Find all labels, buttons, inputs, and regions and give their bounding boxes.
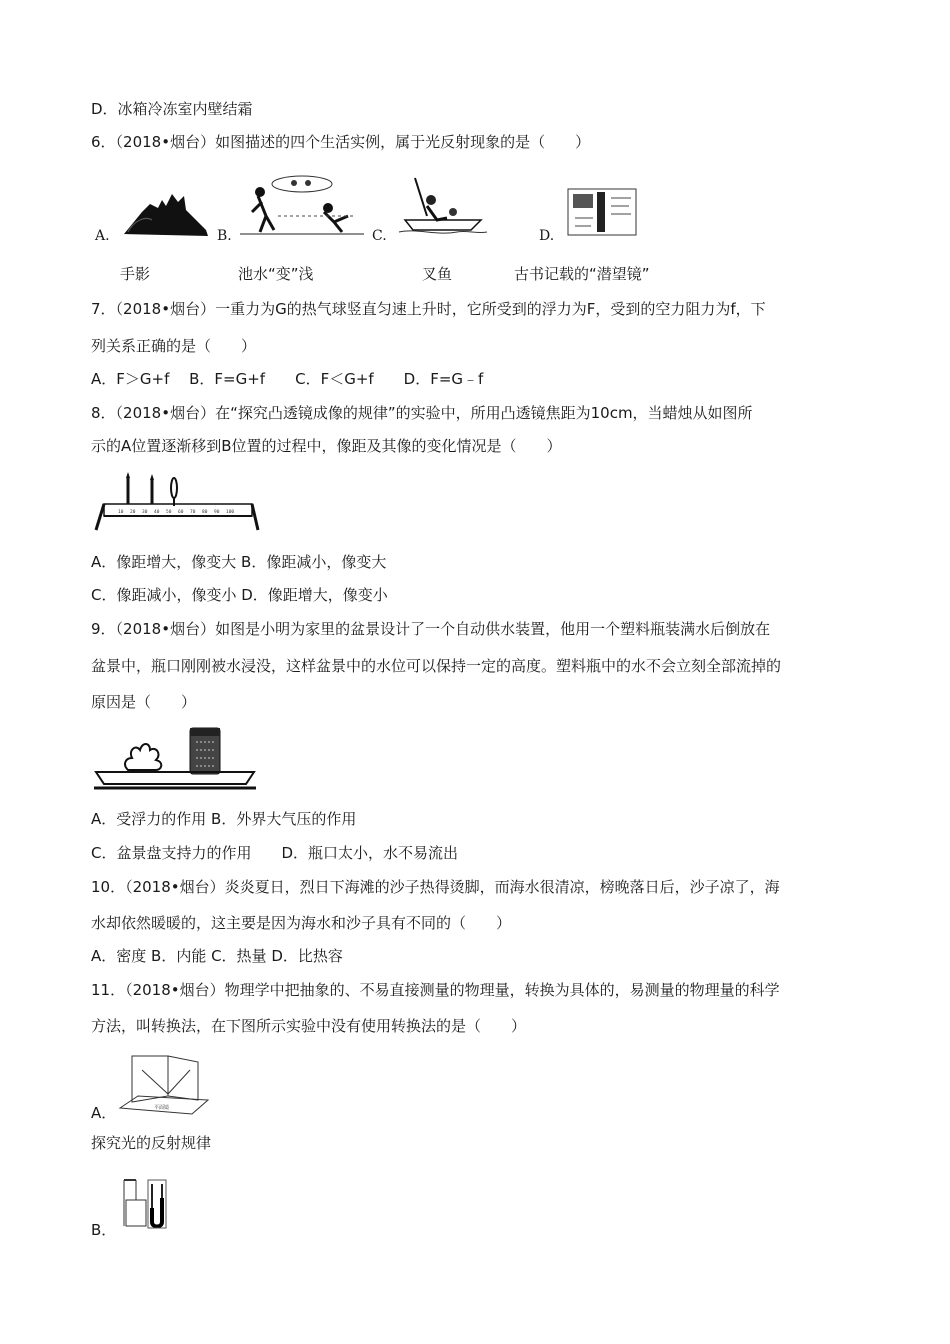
q6-label-a: A. xyxy=(95,228,110,244)
q5-option-d: D．冰箱冷冻室内壁结霜 xyxy=(91,100,253,118)
question-9-options-2: C．盆景盘支持力的作用 D．瓶口太小，水不易流出 xyxy=(91,844,459,862)
ruler-tick: 40 xyxy=(154,510,160,515)
q6-label-d: D. xyxy=(539,228,555,244)
light-reflection-figure xyxy=(118,1052,210,1116)
question-7-line-1: 7．（2018•烟台）一重力为G的热气球竖直匀速上升时，它所受到的浮力为F，受到的空力阻力为f，下 xyxy=(91,300,766,318)
question-11-line-1: 11．（2018•烟台）物理学中把抽象的、不易直接测量的物理量，转换为具体的，易测量的物理量的科学 xyxy=(91,981,780,999)
mirror-plate-label: 平面镜 xyxy=(154,1105,170,1111)
question-9-line-3: 原因是（ ） xyxy=(91,693,197,711)
question-11-option-a: A． xyxy=(91,1104,117,1122)
q6-caption-a: 手影 xyxy=(120,265,151,283)
ruler-tick: 10 xyxy=(118,510,124,515)
pool-water-figure xyxy=(238,172,366,236)
q6-label-b: B. xyxy=(217,228,232,244)
u-tube-figure xyxy=(118,1174,170,1230)
question-7-options: A．F＞G+f B．F=G+f C．F＜G+f D．F=G﹣f xyxy=(91,370,484,388)
question-11-option-a-caption: 探究光的反射规律 xyxy=(91,1134,212,1152)
question-7-line-2: 列关系正确的是（ ） xyxy=(91,337,257,355)
ruler-tick: 90 xyxy=(214,510,220,515)
question-9-line-1: 9．（2018•烟台）如图是小明为家里的盆景设计了一个自动供水装置，他用一个塑料瓶装满水后倒放在 xyxy=(91,620,771,638)
spear-fishing-figure xyxy=(397,176,489,236)
q6-caption-c: 叉鱼 xyxy=(422,265,453,283)
ruler-tick: 30 xyxy=(142,510,148,515)
q6-label-c: C. xyxy=(372,228,387,244)
hand-shadow-figure xyxy=(122,190,212,238)
question-8-line-2: 示的A位置逐渐移到B位置的过程中，像距及其像的变化情况是（ ） xyxy=(91,437,562,455)
question-8-options-2: C．像距减小，像变小 D．像距增大，像变小 xyxy=(91,586,388,604)
question-10-options: A．密度 B．内能 C．热量 D．比热容 xyxy=(91,947,343,965)
ruler-tick: 100 xyxy=(226,510,235,515)
optical-bench-figure xyxy=(92,470,260,536)
ruler-tick: 20 xyxy=(130,510,136,515)
question-6: 6．（2018•烟台）如图描述的四个生活实例，属于光反射现象的是（ ） xyxy=(91,133,591,151)
question-9-options-1: A．受浮力的作用 B．外界大气压的作用 xyxy=(91,810,357,828)
question-10-line-1: 10．（2018•烟台）炎炎夏日，烈日下海滩的沙子热得烫脚，而海水很清凉，榜晚落日后，沙子凉了，海 xyxy=(91,878,780,896)
question-9-line-2: 盆景中，瓶口刚刚被水浸没，这样盆景中的水位可以保持一定的高度。塑料瓶中的水不会立刻全部流掉的 xyxy=(91,657,782,675)
ruler-tick: 50 xyxy=(166,510,172,515)
question-11-line-2: 方法，叫转换法，在下图所示实验中没有使用转换法的是（ ） xyxy=(91,1017,527,1035)
bonsai-water-figure xyxy=(92,724,258,790)
question-8-line-1: 8．（2018•烟台）在“探究凸透镜成像的规律”的实验中，所用凸透镜焦距为10cm，当蜡烛从如图所 xyxy=(91,404,753,422)
ruler-tick: 60 xyxy=(178,510,184,515)
q6-caption-b: 池水“变”浅 xyxy=(238,265,314,283)
q6-caption-d: 古书记载的“潜望镜” xyxy=(514,265,650,283)
question-10-line-2: 水却依然暖暖的，这主要是因为海水和沙子具有不同的（ ） xyxy=(91,914,512,932)
question-11-option-b: B． xyxy=(91,1221,117,1239)
periscope-figure xyxy=(567,188,637,236)
question-8-options-1: A．像距增大，像变大 B．像距减小，像变大 xyxy=(91,553,387,571)
ruler-tick: 80 xyxy=(202,510,208,515)
ruler-tick: 70 xyxy=(190,510,196,515)
